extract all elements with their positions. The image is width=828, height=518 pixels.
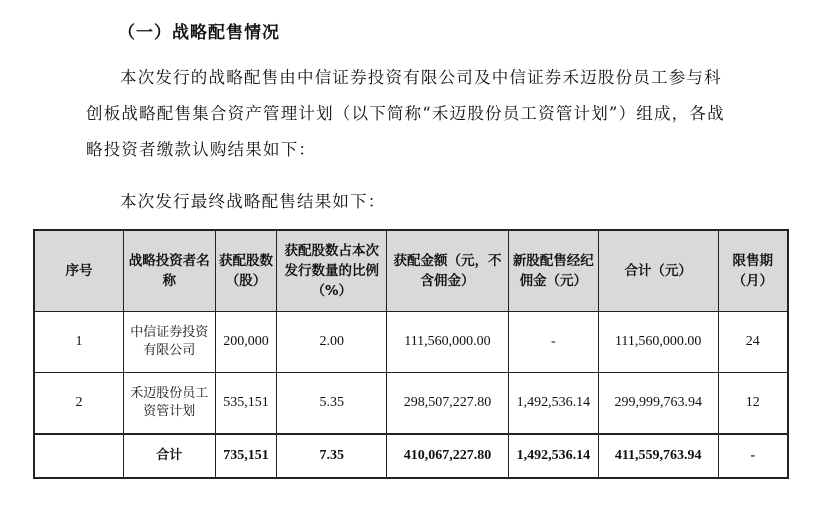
cell-total: 299,999,763.94 bbox=[598, 373, 718, 435]
cell-index: 2 bbox=[34, 373, 124, 435]
table-row bbox=[34, 373, 788, 435]
cell-lockup: 24 bbox=[718, 312, 788, 373]
header-commission: 新股配售经纪佣金（元） bbox=[508, 230, 598, 312]
cell-ratio: 5.35 bbox=[277, 373, 387, 435]
table-row bbox=[34, 312, 788, 373]
cell-commission: - bbox=[508, 312, 598, 373]
total-index bbox=[34, 434, 124, 478]
cell-commission: 1,492,536.14 bbox=[508, 373, 598, 435]
intro-paragraph: 本次发行的战略配售由中信证券投资有限公司及中信证券禾迈股份员工参与科创板战略配售集合资产管理计划（以下简称“禾迈股份员工资管计划”）组成，各战略投资者缴款认购结果如下： bbox=[86, 68, 725, 159]
total-shares: 735,151 bbox=[215, 434, 277, 478]
cell-investor: 禾迈股份员工资管计划 bbox=[124, 373, 216, 435]
header-ratio: 获配股数占本次发行数量的比例（%） bbox=[277, 230, 387, 312]
cell-amount: 111,560,000.00 bbox=[387, 312, 509, 373]
cell-lockup: 12 bbox=[718, 373, 788, 435]
total-commission: 1,492,536.14 bbox=[508, 434, 598, 478]
header-index: 序号 bbox=[34, 230, 124, 312]
header-amount: 获配金额（元，不含佣金） bbox=[387, 230, 509, 312]
total-amount: 410,067,227.80 bbox=[387, 434, 509, 478]
cell-investor: 中信证券投资有限公司 bbox=[124, 312, 216, 373]
table-header-row bbox=[34, 230, 788, 312]
header-investor: 战略投资者名称 bbox=[124, 230, 216, 312]
table-total-row bbox=[34, 434, 788, 478]
total-ratio: 7.35 bbox=[277, 434, 387, 478]
cell-total: 111,560,000.00 bbox=[598, 312, 718, 373]
header-lockup: 限售期（月） bbox=[718, 230, 788, 312]
cell-shares: 200,000 bbox=[215, 312, 277, 373]
section-heading: （一）战略配售情况 bbox=[118, 23, 280, 43]
header-shares: 获配股数（股） bbox=[215, 230, 277, 312]
header-total: 合计（元） bbox=[598, 230, 718, 312]
cell-index: 1 bbox=[34, 312, 124, 373]
total-sum: 411,559,763.94 bbox=[598, 434, 718, 478]
cell-ratio: 2.00 bbox=[277, 312, 387, 373]
cell-amount: 298,507,227.80 bbox=[387, 373, 509, 435]
cell-shares: 535,151 bbox=[215, 373, 277, 435]
result-paragraph: 本次发行最终战略配售结果如下： bbox=[120, 192, 386, 211]
total-lockup: - bbox=[718, 434, 788, 478]
strategic-placement-table bbox=[33, 229, 789, 479]
total-label: 合计 bbox=[124, 434, 216, 478]
